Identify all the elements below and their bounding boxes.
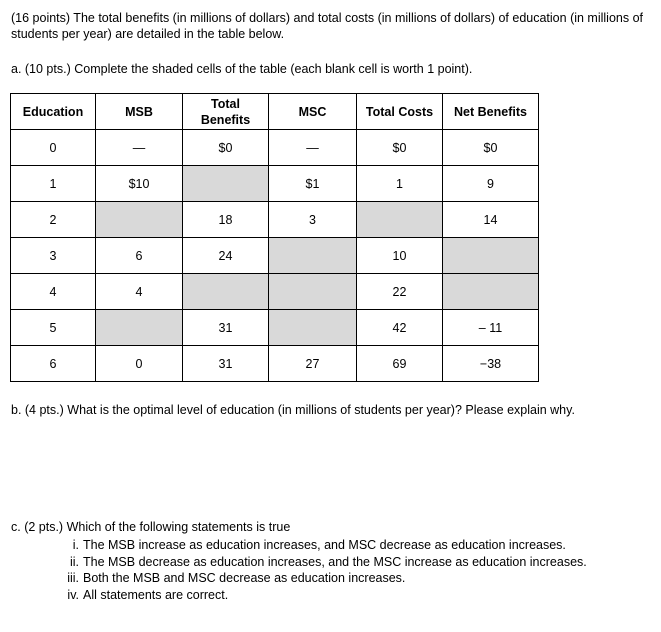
table-cell: 1: [11, 166, 96, 202]
table-cell: 4: [11, 274, 96, 310]
table-cell: 1: [357, 166, 443, 202]
option-iv: [57, 588, 228, 602]
header-total-benefits: [183, 94, 269, 130]
option-number: i.: [72, 538, 79, 552]
table-cell: 18: [183, 202, 269, 238]
question-c: c. (2 pts.) Which of the following statements is true: [11, 520, 291, 534]
option-iii: [57, 571, 405, 585]
shaded-blank-cell: [183, 274, 269, 310]
table-cell: 3: [269, 202, 357, 238]
table-cell: 3: [11, 238, 96, 274]
question-b: b. (4 pts.) What is the optimal level of education (in millions of students per year)? Please explain why.: [11, 403, 575, 417]
table-row: [11, 202, 539, 238]
table-cell: – 11: [443, 310, 539, 346]
option-text: All statements are correct.: [83, 588, 229, 602]
shaded-blank-cell: [443, 238, 539, 274]
table-row: [11, 310, 539, 346]
shaded-blank-cell: [183, 166, 269, 202]
shaded-blank-cell: [269, 310, 357, 346]
shaded-blank-cell: [443, 274, 539, 310]
shaded-blank-cell: [357, 202, 443, 238]
table-cell: 22: [357, 274, 443, 310]
option-number: iv.: [67, 588, 79, 602]
table-cell: 42: [357, 310, 443, 346]
option-ii: [57, 555, 587, 569]
header-total-benefits-text: Total Benefits: [200, 96, 251, 127]
header-education: Education: [11, 94, 96, 130]
table-cell: 2: [11, 202, 96, 238]
table-cell: 0: [11, 130, 96, 166]
table-row: [11, 130, 539, 166]
header-total-costs: Total Costs: [357, 94, 443, 130]
table-row: [11, 166, 539, 202]
option-text: The MSB increase as education increases, and MSC decrease as education increases.: [83, 538, 566, 552]
header-msb: MSB: [96, 94, 183, 130]
table-cell: 0: [96, 346, 183, 382]
education-table: [10, 93, 539, 382]
problem-intro: (16 points) The total benefits (in millions of dollars) and total costs (in millions of dollars) of education (in millions of students per year) are detailed in the table below.: [11, 11, 644, 41]
table-cell: 4: [96, 274, 183, 310]
table-cell: 31: [183, 346, 269, 382]
table-cell: 24: [183, 238, 269, 274]
table-cell: 69: [357, 346, 443, 382]
header-msc: MSC: [269, 94, 357, 130]
table-cell: 31: [183, 310, 269, 346]
table-cell: 9: [443, 166, 539, 202]
table-cell: 14: [443, 202, 539, 238]
shaded-blank-cell: [96, 310, 183, 346]
option-number: iii.: [67, 571, 79, 585]
shaded-blank-cell: [269, 238, 357, 274]
table-row: [11, 238, 539, 274]
table-cell: 6: [11, 346, 96, 382]
table-cell: —: [269, 130, 357, 166]
option-text: The MSB decrease as education increases, and the MSC increase as education increases.: [83, 555, 587, 569]
table-cell: 5: [11, 310, 96, 346]
table-cell: —: [96, 130, 183, 166]
shaded-blank-cell: [96, 202, 183, 238]
table-cell: $0: [183, 130, 269, 166]
table-row: [11, 274, 539, 310]
table-header-row: [11, 94, 539, 130]
table-cell: −38: [443, 346, 539, 382]
table-cell: 27: [269, 346, 357, 382]
option-number: ii.: [69, 555, 79, 569]
table-cell: $0: [357, 130, 443, 166]
shaded-blank-cell: [269, 274, 357, 310]
question-a: a. (10 pts.) Complete the shaded cells of the table (each blank cell is worth 1 point).: [11, 62, 473, 76]
table-cell: $0: [443, 130, 539, 166]
header-net-benefits: Net Benefits: [443, 94, 539, 130]
table-cell: 6: [96, 238, 183, 274]
table-cell: 10: [357, 238, 443, 274]
table-cell: $1: [269, 166, 357, 202]
option-text: Both the MSB and MSC decrease as education increases.: [83, 571, 406, 585]
option-i: [57, 538, 566, 552]
table-row: [11, 346, 539, 382]
table-cell: $10: [96, 166, 183, 202]
